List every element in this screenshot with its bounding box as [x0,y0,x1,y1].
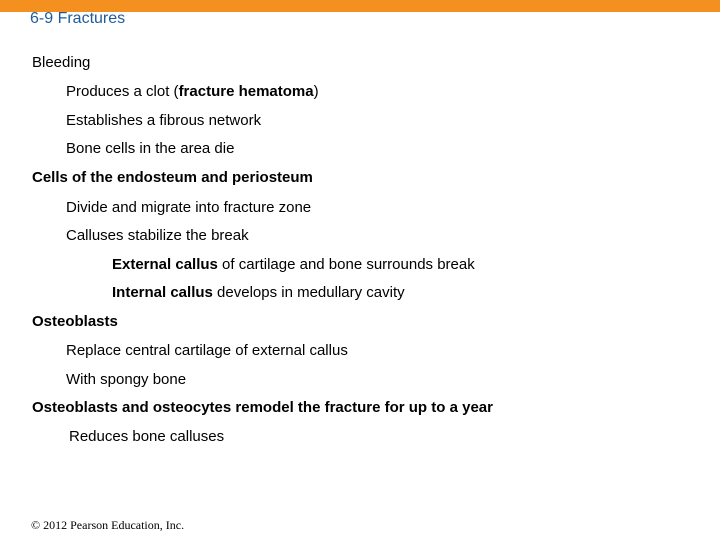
bullet-replace-cartilage: Replace central cartilage of external callus [66,342,348,359]
bullet-produces-clot [66,83,319,101]
bullet-bold-term: External callus [112,256,218,273]
copyright-notice: © 2012 Pearson Education, Inc. [31,518,185,532]
bullet-bone-cells-die: Bone cells in the area die [66,140,235,157]
heading-bleeding: Bleeding [32,54,91,71]
bullet-bold-term: Internal callus [112,284,213,301]
bullet-spongy-bone: With spongy bone [66,371,187,388]
subbullet-internal-callus [112,284,405,302]
bullet-text: ) [313,83,319,100]
bullet-text: Produces a clot ( [66,83,179,100]
slide-title: 6-9 Fractures [30,10,126,27]
bullet-reduces-calluses: Reduces bone calluses [69,428,225,445]
subbullet-external-callus [112,256,475,274]
heading-osteoblasts: Osteoblasts [32,313,118,330]
bullet-text: of cartilage and bone surrounds break [217,256,475,273]
heading-cells-endosteum: Cells of the endosteum and periosteum [32,169,313,186]
bullet-calluses-stabilize: Calluses stabilize the break [66,227,249,244]
bullet-text: develops in medullary cavity [212,284,405,301]
heading-remodel: Osteoblasts and osteocytes remodel the fracture for up to a year [32,399,493,416]
bullet-divide-migrate: Divide and migrate into fracture zone [66,199,312,216]
bullet-bold-term: fracture hematoma [178,83,314,100]
bullet-fibrous-network: Establishes a fibrous network [66,112,262,129]
